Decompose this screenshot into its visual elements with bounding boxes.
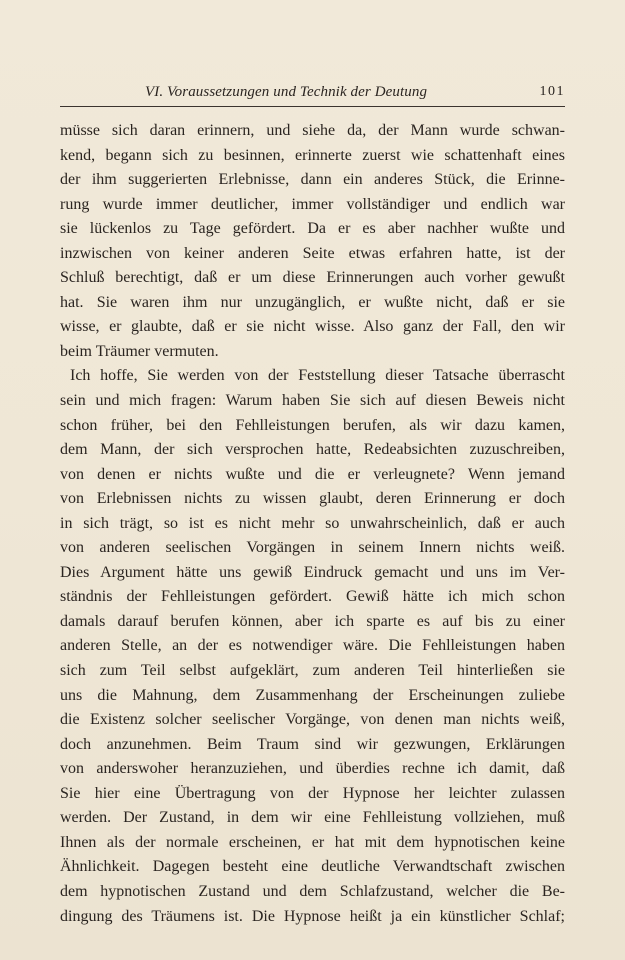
page-number: 101 (539, 84, 565, 99)
text-line: kend, begann sich zu besinnen, erinnerte zuerst wie schattenhaft eines (60, 146, 565, 164)
text-line: in sich trägt, so ist es nicht mehr so unwahrscheinlich, daß er auch (60, 514, 565, 532)
text-line: der ihm suggerierten Erlebnisse, dann ein anderes Stück, die Erinne- (60, 171, 565, 189)
text-line: Sie hier eine Übertragung von der Hypnose her leichter zulassen (60, 784, 565, 802)
text-line: Dies Argument hätte uns gewiß Eindruck gemacht und uns im Ver- (60, 563, 565, 581)
text-line: sich zum Teil selbst aufgeklärt, zum anderen Teil hinterließen sie (60, 662, 565, 680)
text-line: dem hypnotischen Zustand und dem Schlafzustand, welcher die Be- (60, 882, 565, 900)
text-line: müsse sich daran erinnern, und siehe da, der Mann wurde schwan- (60, 122, 565, 139)
text-line: Ähnlichkeit. Dagegen besteht eine deutliche Verwandtschaft zwischen (60, 858, 565, 876)
running-head: VI. Voraussetzungen und Technik der Deutung (145, 84, 428, 100)
text-line: rung wurde immer deutlicher, immer vollständiger und endlich war (60, 195, 565, 213)
header-rule (60, 106, 565, 107)
text-line: sein und mich fragen: Warum haben Sie sich auf diesen Beweis nicht (60, 392, 565, 410)
text-line: dem Mann, der sich versprochen hatte, Redeabsichten zuzuschreiben, (60, 441, 565, 459)
text-line: sie lückenlos zu Tage gefördert. Da er es aber nachher wußte und (60, 220, 565, 238)
text-line: von denen er nichts wußte und die er verleugnete? Wenn jemand (60, 465, 565, 483)
text-line: Schluß berechtigt, daß er um diese Erinnerungen auch vorher gewußt (60, 269, 565, 287)
text-line: schon früher, bei den Fehlleistungen berufen, als wir dazu kamen, (60, 416, 565, 434)
text-line: damals darauf berufen können, aber ich sparte es auf bis zu einer (60, 612, 565, 630)
text-line: inzwischen von keiner anderen Seite etwas erfahren hatte, ist der (60, 244, 565, 262)
text-line: hat. Sie waren ihm nur unzugänglich, er wußte nicht, daß er sie (60, 293, 565, 311)
text-line: von Erlebnissen nichts zu wissen glaubt, deren Erinnerung er doch (60, 490, 565, 508)
text-line: dingung des Träumens ist. Die Hypnose heißt ja ein künstlicher Schlaf; (60, 907, 565, 925)
text-line: anderen Stelle, an der es notwendiger wäre. Die Fehlleistungen haben (60, 637, 565, 655)
text-line: die Existenz solcher seelischer Vorgänge, von denen man nichts weiß, (60, 711, 565, 729)
text-line: wisse, er glaubte, daß er sie nicht wisse. Also ganz der Fall, den wir (60, 318, 565, 336)
text-line: von anderswoher heranzuziehen, und überdies rechne ich damit, daß (60, 760, 565, 778)
page-header (60, 80, 565, 102)
text-line: ständnis der Fehlleistungen gefördert. Gewiß hätte ich mich schon (60, 588, 565, 606)
text-line: Ihnen als der normale erscheinen, er hat mit dem hypnotischen keine (60, 833, 565, 851)
paragraph-first-line: Ich hoffe, Sie werden von der Feststellung dieser Tatsache überrascht (70, 367, 565, 385)
text-line: uns die Mahnung, dem Zusammenhang der Erscheinungen zuliebe (60, 686, 565, 704)
text-line: doch anzunehmen. Beim Traum sind wir gezwungen, Erklärungen (60, 735, 565, 753)
text-line: von anderen seelischen Vorgängen in seinem Innern nichts weiß. (60, 539, 565, 557)
body-text (60, 119, 565, 929)
paragraph-last-line: beim Träumer vermuten. (60, 342, 219, 360)
text-line: werden. Der Zustand, in dem wir eine Fehlleistung vollziehen, muß (60, 809, 565, 827)
